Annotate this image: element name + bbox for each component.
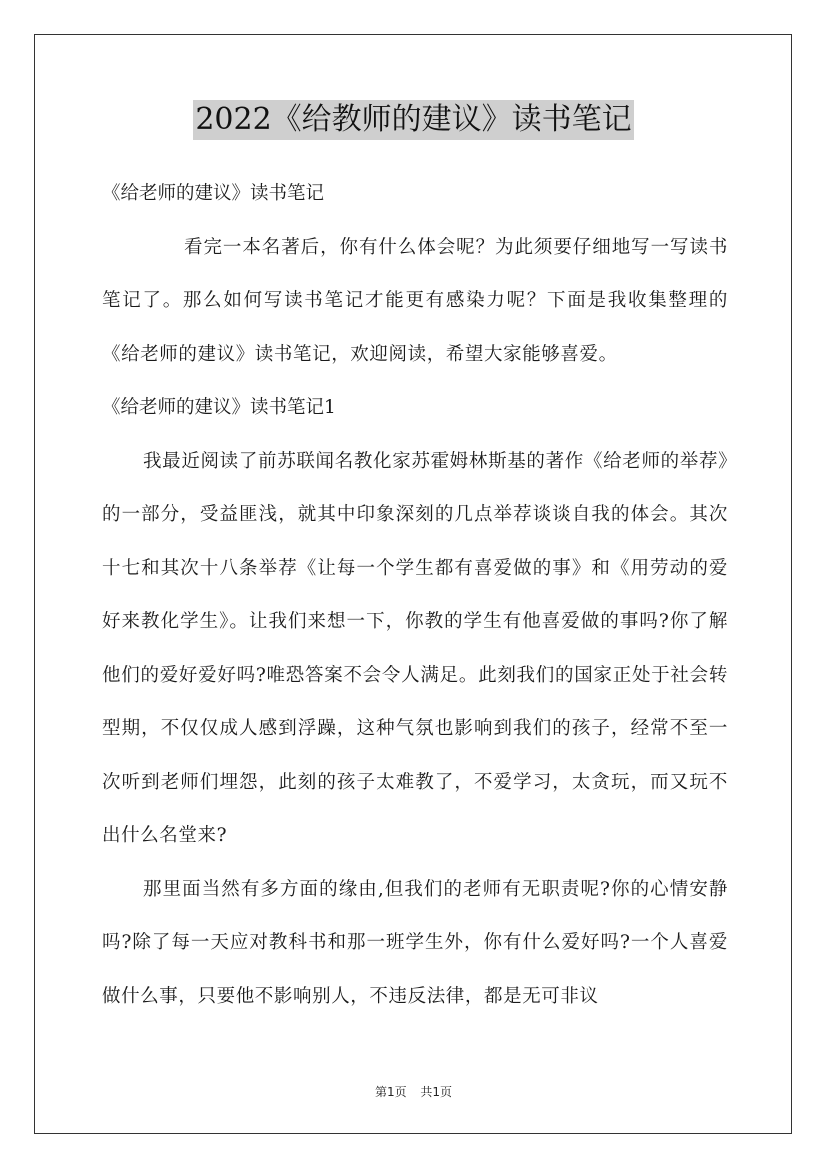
page-number: 第1页	[374, 1085, 407, 1099]
body-paragraph: 我最近阅读了前苏联闻名教化家苏霍姆林斯基的著作《给老师的举荐》的一部分，受益匪浅，就其中印象深刻的几点举荐谈谈自我的体会。其次十七和其次十八条举荐《让每一个学生都有喜爱做的事》和《用劳动的爱好来教化学生》。让我们来想一下，你教的学生有他喜爱做的事吗?你了解他们的爱好爱好吗?唯恐答案不会令人满足。此刻我们的国家正处于社会转型期，不仅仅成人感到浮躁，这种气氛也影响到我们的孩子，经常不至一次听到老师们埋怨，此刻的孩子太难教了，不爱学习，太贪玩，而又玩不出什么名堂来?	[102, 450, 728, 846]
page-total: 共1页	[420, 1085, 453, 1099]
body-paragraph: 那里面当然有多方面的缘由,但我们的老师有无职责呢?你的心情安静吗?除了每一天应对教科书和那一班学生外，你有什么爱好吗?一个人喜爱做什么事，只要他不影响别人，不违反法律，都是无可非议	[102, 878, 728, 1007]
page-footer	[0, 1083, 827, 1100]
section-heading: 《给老师的建议》读书笔记	[102, 183, 325, 204]
section-heading: 《给老师的建议》读书笔记1	[102, 397, 336, 418]
intro-paragraph: 看完一本名著后，你有什么体会呢？为此须要仔细地写一写读书笔记了。那么如何写读书笔记才能更有感染力呢？下面是我收集整理的《给老师的建议》读书笔记，欢迎阅读，希望大家能够喜爱。	[102, 236, 728, 365]
document-title: 2022《给教师的建议》读书笔记	[193, 100, 633, 140]
document-body	[102, 167, 728, 1023]
title-container	[0, 100, 827, 140]
